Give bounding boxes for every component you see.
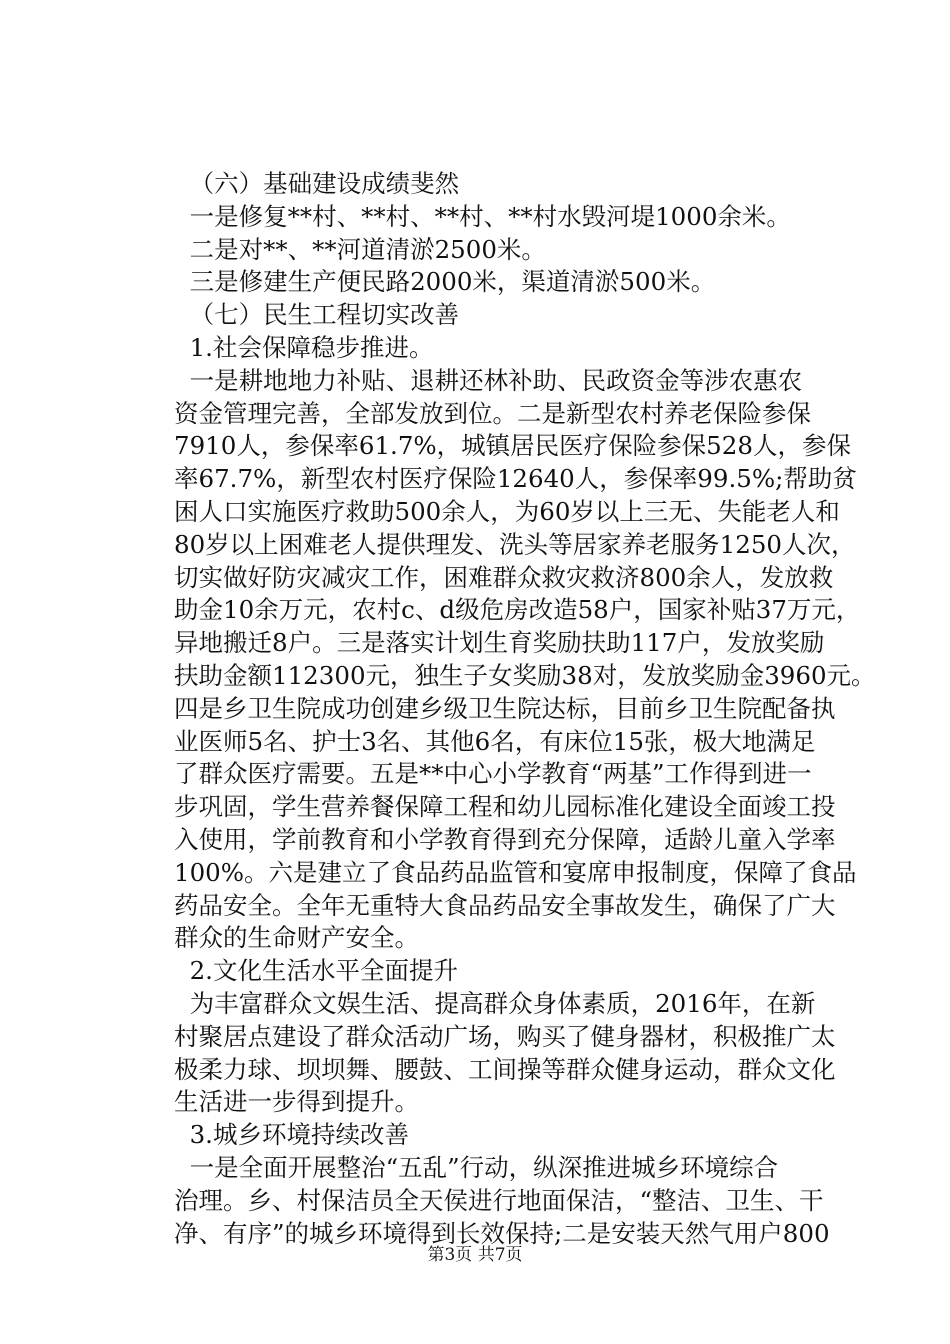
text-line: 了群众医疗需要。五是**中心小学教育“两基”工作得到进一 [174, 759, 812, 789]
text-line: 异地搬迁8户。三是落实计划生育奖励扶助117户，发放奖励 [174, 628, 825, 658]
text-line: 四是乡卫生院成功创建乡级卫生院达标，目前乡卫生院配备执 [174, 693, 836, 723]
text-line: 一是全面开展整治“五乱”行动，纵深推进城乡环境综合 [174, 1152, 779, 1182]
text-line: 村聚居点建设了群众活动广场，购买了健身器材，积极推广太 [174, 1021, 836, 1051]
text-line: 步巩固，学生营养餐保障工程和幼儿园标准化建设全面竣工投 [174, 792, 836, 822]
text-line: 一是耕地地力补贴、退耕还林补助、民政资金等涉农惠农 [174, 365, 803, 395]
text-line: 3.城乡环境持续改善 [174, 1120, 409, 1150]
text-line: 一是修复**村、**村、**村、**村水毁河堤1000余米。 [174, 201, 791, 231]
text-line: 治理。乡、村保洁员全天侯进行地面保洁，“整洁、卫生、干 [174, 1185, 824, 1215]
document-body [174, 168, 876, 1250]
text-line: （六）基础建设成绩斐然 [174, 169, 460, 198]
text-line: 二是对**、**河道清淤2500米。 [174, 234, 546, 264]
text-line: 入使用，学前教育和小学教育得到充分保障，适龄儿童入学率 [174, 824, 836, 854]
text-line: 为丰富群众文娱生活、提高群众身体素质，2016年，在新 [174, 988, 816, 1018]
text-line: 1.社会保障稳步推进。 [174, 332, 434, 362]
text-line: 困人口实施医疗救助500余人，为60岁以上三无、失能老人和 [174, 496, 840, 526]
text-line: 助金10余万元，农村c、d级危房改造58户，国家补贴37万元， [174, 595, 861, 625]
text-line: 7910人，参保率61.7%，城镇居民医疗保险参保528人，参保 [174, 431, 851, 461]
text-line: 业医师5名、护士3名、其他6名，有床位15张，极大地满足 [174, 726, 816, 756]
text-line: 群众的生命财产安全。 [174, 923, 419, 953]
text-line: 生活进一步得到提升。 [174, 1087, 419, 1117]
text-line: （七）民生工程切实改善 [174, 300, 460, 330]
text-line: 2.文化生活水平全面提升 [174, 956, 458, 986]
text-line: 药品安全。全年无重特大食品药品安全事故发生，确保了广大 [174, 890, 836, 920]
text-line: 80岁以上困难老人提供理发、洗头等居家养老服务1250人次， [174, 529, 856, 559]
text-line: 率67.7%，新型农村医疗保险12640人，参保率99.5%;帮助贫 [174, 464, 857, 494]
text-line: 资金管理完善，全部发放到位。二是新型农村养老保险参保 [174, 398, 811, 428]
text-line: 100%。六是建立了食品药品监管和宴席申报制度，保障了食品 [174, 857, 857, 887]
text-line: 切实做好防灾减灾工作，困难群众救灾救济800余人，发放救 [174, 562, 834, 592]
page-footer: 第3页 共7页 [427, 1245, 523, 1265]
text-line: 扶助金额112300元，独生子女奖励38对，发放奖励金3960元。 [174, 660, 876, 690]
text-line: 三是修建生产便民路2000米，渠道清淤500米。 [174, 267, 716, 297]
text-line: 净、有序”的城乡环境得到长效保持;二是安装天然气用户800 [174, 1218, 830, 1248]
text-line: 极柔力球、坝坝舞、腰鼓、工间操等群众健身运动，群众文化 [174, 1054, 836, 1084]
